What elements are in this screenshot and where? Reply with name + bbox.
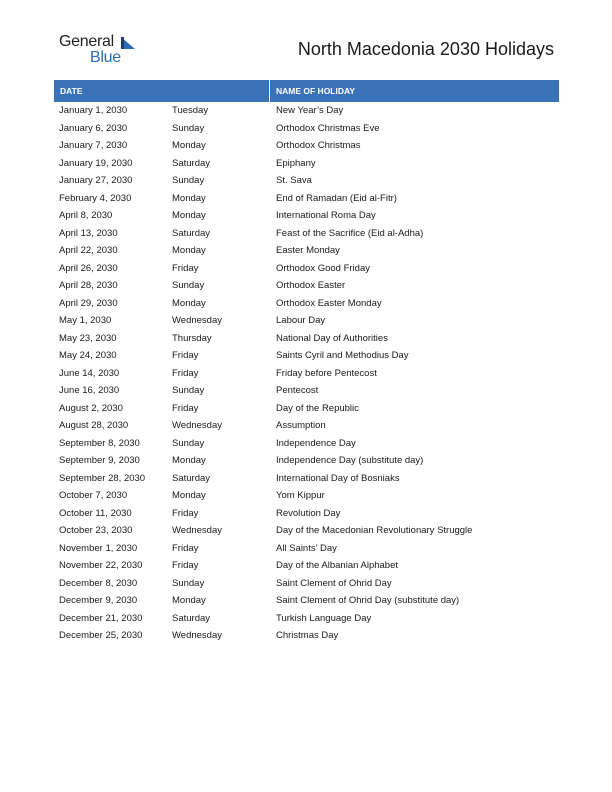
table-row	[54, 155, 559, 173]
holiday-weekday: Monday	[172, 595, 206, 606]
holiday-weekday: Monday	[172, 245, 206, 256]
holiday-name: International Roma Day	[276, 210, 376, 221]
holiday-date: April 13, 2030	[59, 227, 118, 239]
holiday-date: April 29, 2030	[59, 297, 118, 309]
table-row	[54, 172, 559, 190]
holiday-date: August 28, 2030	[59, 420, 129, 431]
holiday-weekday: Friday	[172, 507, 199, 519]
holiday-weekday: Sunday	[172, 577, 205, 589]
holiday-weekday: Sunday	[172, 175, 205, 186]
holiday-date: April 8, 2030	[59, 210, 113, 221]
table-row	[54, 120, 559, 138]
table-row	[54, 487, 559, 505]
holiday-date: June 16, 2030	[59, 385, 120, 396]
table-row	[54, 347, 559, 365]
holiday-weekday: Saturday	[172, 227, 211, 239]
table-row	[54, 627, 559, 645]
table-row	[54, 540, 559, 558]
page-title: North Macedonia 2030 Holidays	[297, 39, 554, 59]
table-row	[54, 260, 559, 278]
table-row	[54, 400, 559, 418]
holiday-date: December 8, 2030	[59, 577, 138, 589]
holiday-weekday: Monday	[172, 192, 206, 204]
holiday-weekday: Wednesday	[172, 420, 222, 431]
holiday-name: Orthodox Christmas Eve	[276, 122, 380, 134]
table-row	[54, 190, 559, 208]
holiday-date: November 22, 2030	[59, 560, 143, 571]
table-row	[54, 365, 559, 383]
table-row	[54, 295, 559, 313]
table-row	[54, 435, 559, 453]
logo-text-general: General	[59, 33, 114, 50]
holiday-name: Saint Clement of Ohrid Day	[276, 577, 392, 589]
logo-text-blue: Blue	[90, 49, 121, 66]
holiday-name: Easter Monday	[276, 245, 340, 256]
holiday-name: Day of the Macedonian Revolutionary Struggle	[276, 525, 473, 536]
holiday-name: Saints Cyril and Methodius Day	[276, 350, 409, 361]
holiday-weekday: Tuesday	[172, 105, 209, 116]
holiday-weekday: Wednesday	[172, 525, 222, 536]
holiday-name: Feast of the Sacrifice (Eid al-Adha)	[276, 227, 424, 239]
table-row	[54, 102, 559, 120]
holiday-date: January 19, 2030	[59, 157, 133, 169]
holiday-weekday: Monday	[172, 297, 206, 309]
holiday-table-body	[54, 102, 559, 645]
holiday-date: August 2, 2030	[59, 402, 123, 414]
table-row	[54, 592, 559, 610]
table-row	[54, 242, 559, 260]
holiday-weekday: Wednesday	[172, 315, 222, 326]
holiday-date: January 7, 2030	[59, 140, 128, 151]
table-row	[54, 557, 559, 575]
header-date: DATE	[60, 86, 83, 96]
holiday-name: Independence Day	[276, 437, 356, 449]
holiday-date: December 9, 2030	[59, 595, 138, 606]
holiday-weekday: Saturday	[172, 612, 211, 624]
holiday-date: April 22, 2030	[59, 245, 118, 256]
holiday-date: May 23, 2030	[59, 332, 117, 344]
table-row	[54, 452, 559, 470]
holiday-date: September 8, 2030	[59, 437, 140, 449]
table-header	[54, 80, 559, 102]
holiday-name: Assumption	[276, 420, 326, 431]
holiday-date: October 7, 2030	[59, 490, 128, 501]
holiday-name: Christmas Day	[276, 630, 339, 641]
holiday-date: January 27, 2030	[59, 175, 133, 186]
holiday-date: October 23, 2030	[59, 525, 133, 536]
holiday-weekday: Wednesday	[172, 630, 222, 641]
holiday-weekday: Friday	[172, 262, 199, 274]
holiday-name: Orthodox Christmas	[276, 140, 361, 151]
holiday-name: Saint Clement of Ohrid Day (substitute day)	[276, 595, 460, 606]
holiday-weekday: Friday	[172, 542, 199, 554]
holiday-date: November 1, 2030	[59, 542, 138, 554]
holiday-name: End of Ramadan (Eid al-Fitr)	[276, 192, 397, 204]
holiday-date: February 4, 2030	[59, 192, 132, 204]
holiday-date: December 25, 2030	[59, 630, 143, 641]
holiday-name: St. Sava	[276, 175, 312, 186]
holiday-weekday: Monday	[172, 140, 206, 151]
holiday-date: January 1, 2030	[59, 105, 128, 116]
holiday-date: September 28, 2030	[59, 472, 146, 484]
table-row	[54, 330, 559, 348]
table-row	[54, 277, 559, 295]
holiday-weekday: Monday	[172, 490, 206, 501]
holiday-weekday: Monday	[172, 455, 206, 466]
table-row	[54, 470, 559, 488]
holiday-name: Epiphany	[276, 157, 316, 169]
holiday-weekday: Friday	[172, 350, 199, 361]
holiday-date: May 24, 2030	[59, 350, 117, 361]
holiday-name: Revolution Day	[276, 507, 341, 519]
table-row	[54, 417, 559, 435]
logo-triangle-icon	[121, 37, 137, 51]
holiday-weekday: Thursday	[172, 332, 212, 344]
table-row	[54, 225, 559, 243]
header-divider	[269, 80, 270, 102]
holiday-weekday: Sunday	[172, 385, 205, 396]
table-row	[54, 575, 559, 593]
holiday-weekday: Friday	[172, 560, 199, 571]
holiday-date: December 21, 2030	[59, 612, 143, 624]
holiday-name: International Day of Bosniaks	[276, 472, 400, 484]
holiday-date: April 26, 2030	[59, 262, 118, 274]
holiday-name: All Saints’ Day	[276, 542, 337, 554]
holiday-weekday: Saturday	[172, 472, 211, 484]
holiday-date: April 28, 2030	[59, 280, 118, 291]
holiday-name: Orthodox Good Friday	[276, 262, 370, 274]
table-row	[54, 382, 559, 400]
holiday-weekday: Sunday	[172, 280, 205, 291]
table-row	[54, 312, 559, 330]
holiday-date: September 9, 2030	[59, 455, 140, 466]
holiday-date: January 6, 2030	[59, 122, 128, 134]
table-row	[54, 505, 559, 523]
holiday-name: Yom Kippur	[276, 490, 325, 501]
holiday-name: Orthodox Easter	[276, 280, 346, 291]
holiday-name: Labour Day	[276, 315, 326, 326]
holiday-date: June 14, 2030	[59, 367, 120, 379]
table-row	[54, 610, 559, 628]
table-row	[54, 137, 559, 155]
holiday-date: May 1, 2030	[59, 315, 112, 326]
holiday-weekday: Monday	[172, 210, 206, 221]
table-row	[54, 207, 559, 225]
holiday-name: Turkish Language Day	[276, 612, 372, 624]
holiday-weekday: Saturday	[172, 157, 211, 169]
holiday-name: National Day of Authorities	[276, 332, 388, 344]
holiday-weekday: Sunday	[172, 437, 205, 449]
holiday-name: Day of the Albanian Alphabet	[276, 560, 399, 571]
holiday-name: Pentecost	[276, 385, 319, 396]
holiday-name: Day of the Republic	[276, 402, 359, 414]
holiday-weekday: Sunday	[172, 122, 205, 134]
holiday-name: New Year’s Day	[276, 105, 344, 116]
header-holiday-name: NAME OF HOLIDAY	[276, 86, 356, 96]
holiday-name: Friday before Pentecost	[276, 367, 377, 379]
holiday-name: Orthodox Easter Monday	[276, 297, 382, 309]
holiday-name: Independence Day (substitute day)	[276, 455, 424, 466]
generalblue-logo	[59, 33, 149, 69]
holiday-date: October 11, 2030	[59, 507, 132, 519]
table-row	[54, 522, 559, 540]
holiday-weekday: Friday	[172, 367, 199, 379]
holiday-weekday: Friday	[172, 402, 199, 414]
